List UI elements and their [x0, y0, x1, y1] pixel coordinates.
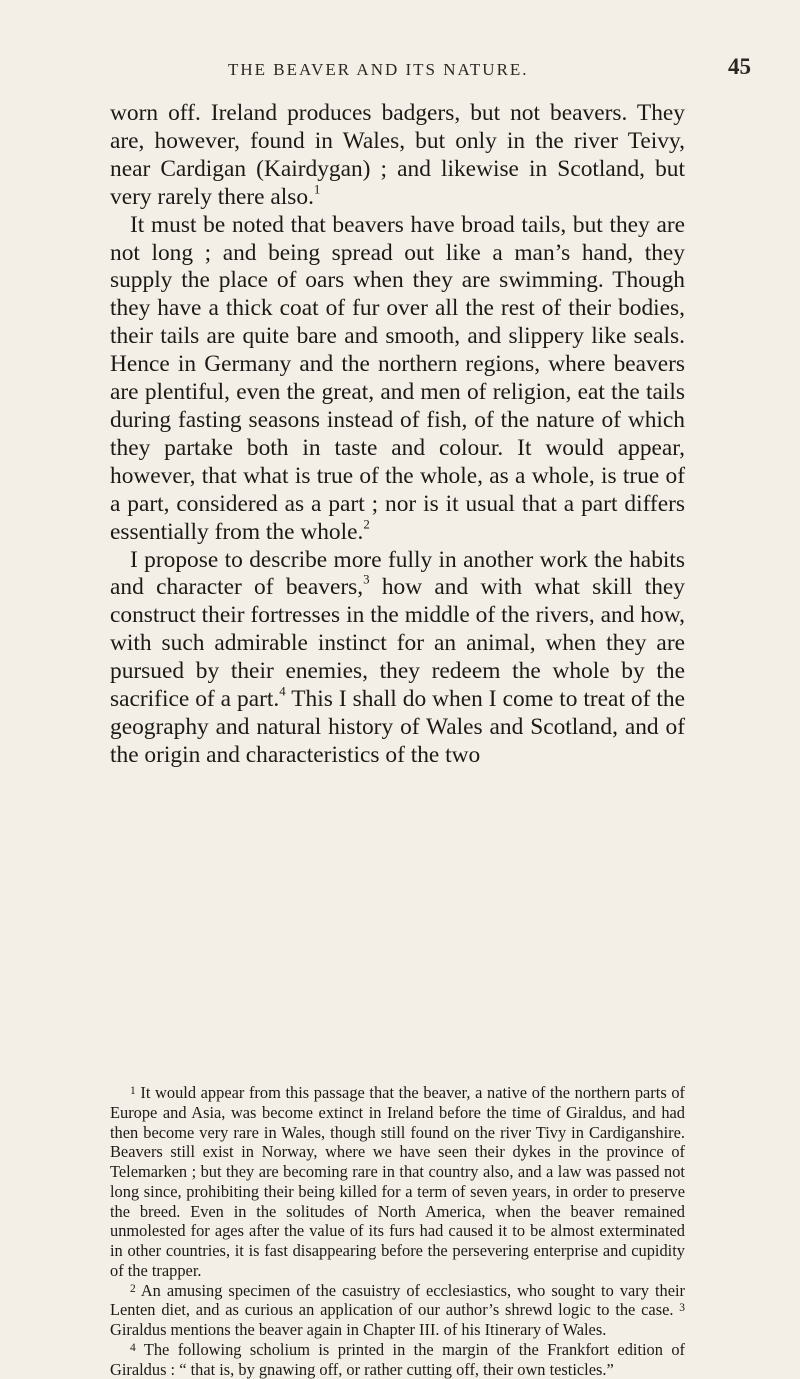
footnote-4-mark: 4 [130, 1341, 136, 1354]
footnote-ref-2: 2 [363, 517, 370, 532]
footnote-4 [110, 1340, 685, 1379]
footnote-2-mark: 2 [130, 1282, 136, 1295]
footnote-ref-1: 1 [313, 182, 321, 197]
paragraph-3 [110, 547, 685, 770]
paragraph-2 [110, 212, 685, 547]
paragraph-3-text-c: This I shall do when I come to treat of the geography and natural history of Wales and Scotland, and of the origin and characteristics of the two [110, 686, 685, 768]
footnote-1 [110, 1083, 685, 1281]
footnote-2-text: An amusing specimen of the casuistry of ecclesiastics, who sought to vary their Lenten diet, and as curious an application of our author’s shrewd logic to the case. [110, 1280, 685, 1320]
running-head [0, 50, 800, 90]
footnote-1-mark: 1 [130, 1084, 136, 1097]
paragraph-1 [110, 100, 685, 212]
paragraph-3-text-b: how and with what skill they construct their fortresses in the middle of the rivers, and how, with such admirable instinct for an animal, when they are pursued by their enemies, they redeem the whole by the sacrifice of a part. [110, 574, 685, 713]
running-title: THE BEAVER AND ITS NATURE. [228, 60, 529, 79]
footnote-3-mark: 3 [679, 1302, 685, 1315]
page-number: 45 [728, 54, 751, 79]
footnote-ref-3: 3 [363, 573, 370, 588]
paragraph-1-text: worn off. Ireland produces badgers, but not beavers. They are, however, found in Wales, but only in the river Teivy, near Cardigan (Kairdygan) ; and likewise in Scotland, but very rarely there also. [110, 100, 685, 210]
paragraph-2-text: It must be noted that beavers have broad tails, but they are not long ; and being spread out like a man’s hand, they supply the place of oars when they are swimming. Though they have a thick coat of fur over all the rest of their bodies, their tails are quite bare and smooth, and slippery like seals. Hence in Germany and the northern regions, where beavers are plentiful, even the great, and men of religion, eat the tails during fasting seasons instead of fish, of the nature of which they partake both in taste and colour. It would appear, however, that what is true of the whole, as a whole, is true of a part, considered as a part ; nor is it usual that a part differs essentially from the whole. [110, 211, 685, 545]
footnote-ref-4: 4 [279, 684, 286, 699]
paragraph-3-text-a: I propose to describe more fully in another work the habits and character of beavers, [110, 546, 685, 601]
footnote-1-text: It would appear from this passage that the beaver, a native of the northern parts of Europe and Asia, was become extinct in Ireland before the time of Giraldus, and had then become very rare in Wales, though still found on the river Tivy in Cardiganshire. Beavers still exist in Norway, where we have seen their dykes in the province of Telemarken ; but they are becoming rare in that country also, and a law was passed not long since, prohibiting their being killed for a term of seven years, in order to preserve the breed. Even in the solitudes of North America, when the beaver remained unmolested for ages after the value of its furs had caused it to be almost exterminated in other countries, it is fast disappearing before the persevering enterprise and cupidity of the trapper. [110, 1083, 685, 1280]
body-text [110, 100, 685, 770]
footnote-3-text: Giraldus mentions the beaver again in Chapter III. of his Itinerary of Wales. [110, 1320, 607, 1339]
footnote-2-3 [110, 1281, 685, 1340]
footnotes [110, 1083, 685, 1379]
footnote-4-text: The following scholium is printed in the margin of the Frankfort edition of Giraldus : “ that is, by gnawing off, or rather cutting off, their own testicles.” [110, 1339, 685, 1379]
